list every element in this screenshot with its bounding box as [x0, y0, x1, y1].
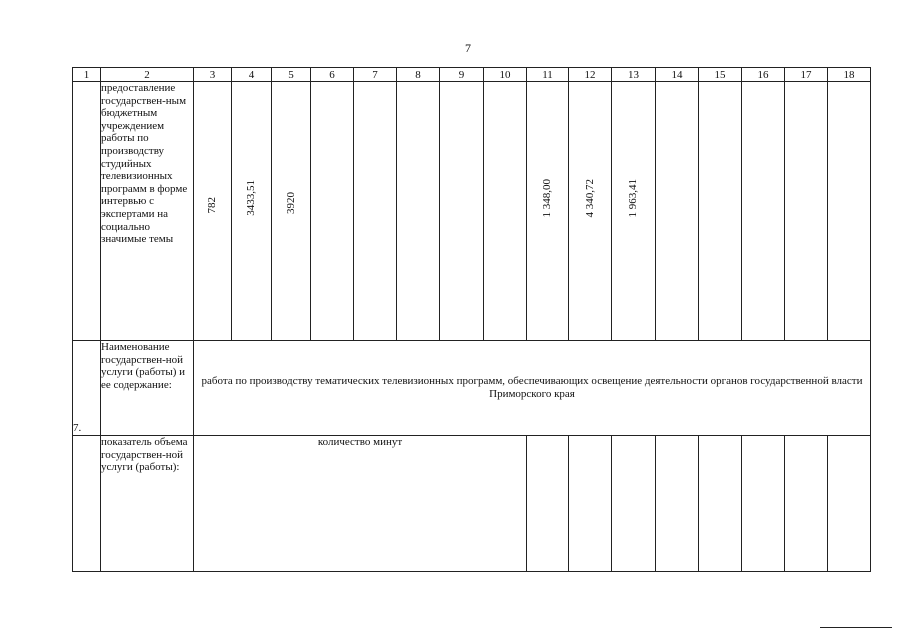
header-cell: 12	[569, 68, 612, 82]
indicator-row	[73, 436, 871, 572]
value-col4: 3433,51	[245, 180, 257, 216]
empty-cell	[742, 82, 785, 341]
service-name-label: Наименование государствен-ной услуги (работы) и ее содержание:	[101, 341, 194, 436]
indicator-value: количество минут	[194, 436, 527, 572]
value-cell-col11	[527, 82, 569, 341]
value-col12: 4 340,72	[583, 178, 596, 218]
empty-cell	[656, 82, 699, 341]
value-cell-col3	[194, 82, 232, 341]
empty-cell	[785, 436, 828, 572]
empty-cell	[527, 436, 569, 572]
empty-cell	[828, 82, 871, 341]
header-cell: 7	[354, 68, 397, 82]
value-cell-col5	[272, 82, 311, 341]
empty-cell	[569, 436, 612, 572]
header-cell: 1	[73, 68, 101, 82]
value-cell-col13	[612, 82, 656, 341]
row-number-cell	[73, 436, 101, 572]
header-cell: 10	[484, 68, 527, 82]
header-cell: 9	[440, 68, 484, 82]
empty-cell	[699, 436, 742, 572]
value-col3: 782	[206, 197, 218, 214]
header-cell: 14	[656, 68, 699, 82]
value-col13: 1 963,41	[627, 178, 639, 218]
service-name-row	[73, 341, 871, 436]
value-col11: 1 348,00	[541, 178, 553, 218]
service-description: предоставление государствен-ным бюджетным учреждением работы по производству студийных телевизионных программ в форме интервью с экспертами на социально значимые темы	[101, 82, 194, 341]
header-row	[73, 68, 871, 82]
header-cell: 8	[397, 68, 440, 82]
empty-cell	[785, 82, 828, 341]
row-number: 7.	[73, 341, 101, 436]
header-cell: 17	[785, 68, 828, 82]
header-cell: 18	[828, 68, 871, 82]
header-cell: 6	[311, 68, 354, 82]
service-row	[73, 82, 871, 341]
page-number: 7	[465, 41, 471, 55]
value-cell-col12	[569, 82, 612, 341]
header-cell: 2	[101, 68, 194, 82]
header-cell: 16	[742, 68, 785, 82]
value-cell-col4	[232, 82, 272, 341]
empty-cell	[311, 82, 354, 341]
empty-cell	[612, 436, 656, 572]
empty-cell	[397, 82, 440, 341]
empty-cell	[484, 82, 527, 341]
value-col5: 3920	[284, 191, 297, 214]
empty-cell	[699, 82, 742, 341]
header-cell: 15	[699, 68, 742, 82]
header-cell: 4	[232, 68, 272, 82]
empty-cell	[828, 436, 871, 572]
empty-cell	[656, 436, 699, 572]
row-number-cell	[73, 82, 101, 341]
header-cell: 5	[272, 68, 311, 82]
footer-rule	[820, 627, 892, 628]
indicator-label: показатель объема государствен-ной услуги (работы):	[101, 436, 194, 572]
empty-cell	[354, 82, 397, 341]
header-cell: 11	[527, 68, 569, 82]
header-cell: 3	[194, 68, 232, 82]
empty-cell	[440, 82, 484, 341]
service-name-content: работа по производству тематических телевизионных программ, обеспечивающих освещение деятельности органов государственной власти Приморского края	[194, 341, 871, 436]
header-cell: 13	[612, 68, 656, 82]
budget-table	[72, 67, 871, 572]
empty-cell	[742, 436, 785, 572]
